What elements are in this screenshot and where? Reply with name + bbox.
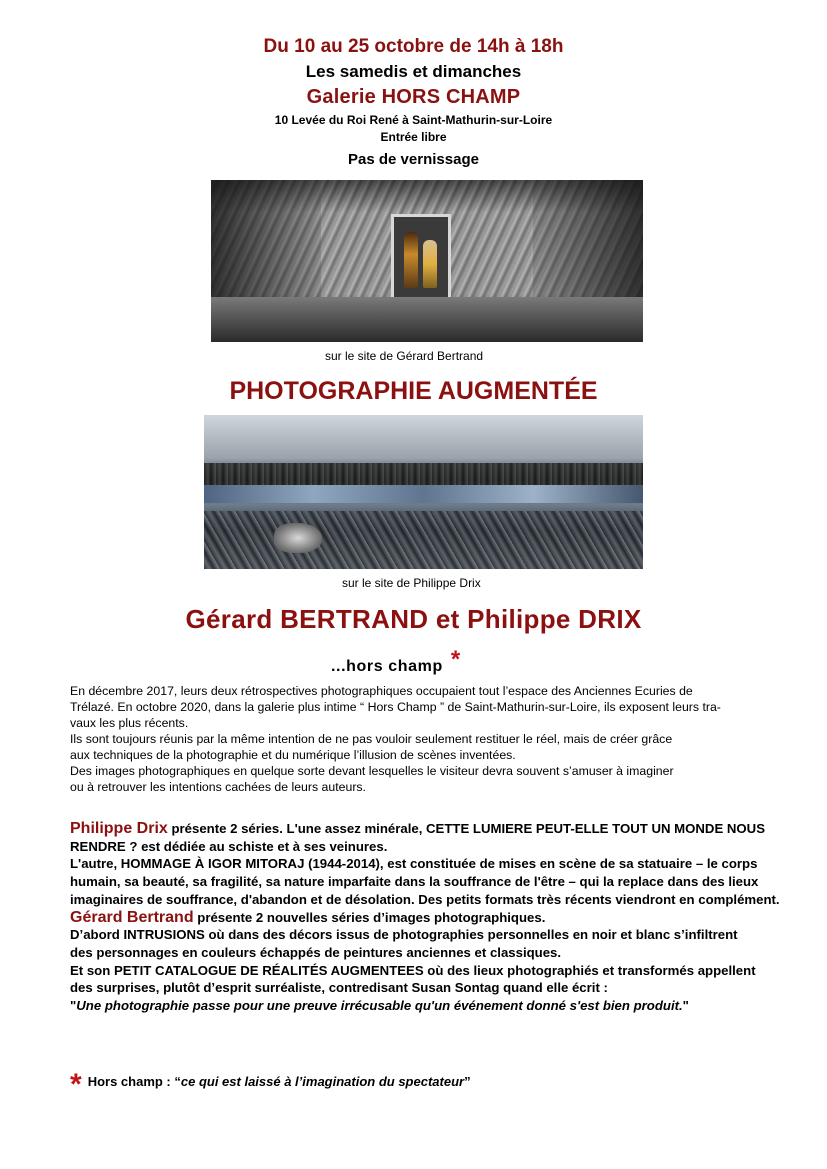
- bertrand-photo: [211, 180, 643, 342]
- intro-line: Trélazé. En octobre 2020, dans la galerie plus intime “ Hors Champ ” de Saint-Mathurin-sur-Loire, ils exposent leurs tra-: [70, 700, 721, 714]
- drix-photo: [204, 415, 643, 569]
- section-title: PHOTOGRAPHIE AUGMENTÉE: [229, 377, 598, 405]
- event-dates: Du 10 au 25 octobre de 14h à 18h: [263, 36, 564, 57]
- photo-doorway: [391, 214, 451, 297]
- intro-line: Des images photographiques en quelque sorte devant lesquelles le visiteur devra souvent s’amuser à imaginer: [70, 764, 674, 778]
- drix-text: présente 2 séries. L'une assez minérale, CETTE LUMIERE PEUT-ELLE TOUT UN MONDE NOUS: [167, 821, 766, 836]
- drix-line: L'autre, HOMMAGE À IGOR MITORAJ (1944-2014), est constituée de mises en scène de sa statuaire – le corps: [70, 856, 758, 872]
- photo-floor: [211, 297, 643, 342]
- gallery-name: Galerie HORS CHAMP: [306, 86, 521, 108]
- bertrand-line: [70, 909, 770, 927]
- photo-figure-2: [423, 240, 437, 288]
- drix-line: imaginaires de souffrance, d'abandon et de désolation. Des petits formats très récents viendront en complément.: [70, 891, 780, 907]
- event-days: Les samedis et dimanches: [305, 62, 522, 81]
- subtitle-text: ...hors champ: [331, 658, 443, 675]
- bertrand-line: D’abord INTRUSIONS où dans des décors issus de photographies personnelles en noir et blanc s’infiltrent: [70, 927, 738, 943]
- artists-description: [70, 820, 780, 1015]
- quote-text: Une photographie passe pour une preuve irrécusable qu'un événement donné s'est bien produit.: [76, 998, 683, 1014]
- quote-open: ": [70, 998, 77, 1014]
- photo-water-band: [204, 485, 643, 503]
- footnote-definition: ce qui est laissé à l’imagination du spectateur: [180, 1074, 465, 1089]
- drix-line: RENDRE ? est dédiée au schiste et à ses veinures.: [70, 838, 388, 854]
- subtitle: [331, 646, 461, 676]
- footnote-label: Hors champ :: [87, 1074, 175, 1089]
- footnote-quote-open: “: [174, 1074, 181, 1089]
- quote-close: ": [682, 998, 689, 1014]
- drix-photo-caption: sur le site de Philippe Drix: [342, 576, 481, 590]
- vernissage-info: Pas de vernissage: [348, 151, 479, 168]
- sontag-quote: [70, 997, 770, 1015]
- photo-statue-head: [274, 523, 322, 553]
- intro-line: ou à retrouver les intentions cachées de leurs auteurs.: [70, 780, 366, 794]
- bertrand-line: Et son PETIT CATALOGUE DE RÉALITÉS AUGMENTEES où des lieux photographiés et transformés appellent: [70, 962, 756, 978]
- bertrand-name: Gérard Bertrand: [70, 908, 194, 926]
- drix-line: [70, 820, 770, 838]
- intro-line: aux techniques de la photographie et du numérique l’illusion de scènes inventées.: [70, 748, 516, 762]
- footnote: [70, 1068, 471, 1102]
- intro-line: Ils sont toujours réunis par la même intention de ne pas vouloir seulement restituer le réel, mais de créer grâce: [70, 732, 673, 746]
- bertrand-text: présente 2 nouvelles séries d’images photographiques.: [193, 909, 546, 925]
- intro-paragraph: [70, 683, 770, 795]
- photo-figure-1: [404, 232, 418, 288]
- drix-name: Philippe Drix: [70, 820, 168, 837]
- artists-title: Gérard BERTRAND et Philippe DRIX: [185, 604, 642, 634]
- bertrand-line: des surprises, plutôt d’esprit surréaliste, contredisant Susan Sontag quand elle écrit :: [70, 980, 608, 996]
- entry-info: Entrée libre: [380, 130, 447, 144]
- footnote-asterisk-icon: *: [70, 1068, 82, 1101]
- bertrand-photo-caption: sur le site de Gérard Bertrand: [325, 349, 484, 363]
- intro-line: vaux les plus récents.: [70, 716, 189, 730]
- gallery-address: 10 Levée du Roi René à Saint-Mathurin-sur-Loire: [274, 113, 553, 127]
- asterisk-icon: *: [450, 646, 461, 673]
- bertrand-line: des personnages en couleurs échappés de peintures anciennes et classiques.: [70, 944, 562, 960]
- intro-line: En décembre 2017, leurs deux rétrospectives photographiques occupaient tout l’espace des Anciennes Ecuries de: [70, 684, 693, 698]
- photo-rocks: [204, 511, 643, 569]
- drix-line: humain, sa beauté, sa fragilité, sa nature imparfaite dans la souffrance de l'être – qui la replace dans des lieux: [70, 874, 759, 890]
- footnote-quote-close: ”: [464, 1074, 471, 1089]
